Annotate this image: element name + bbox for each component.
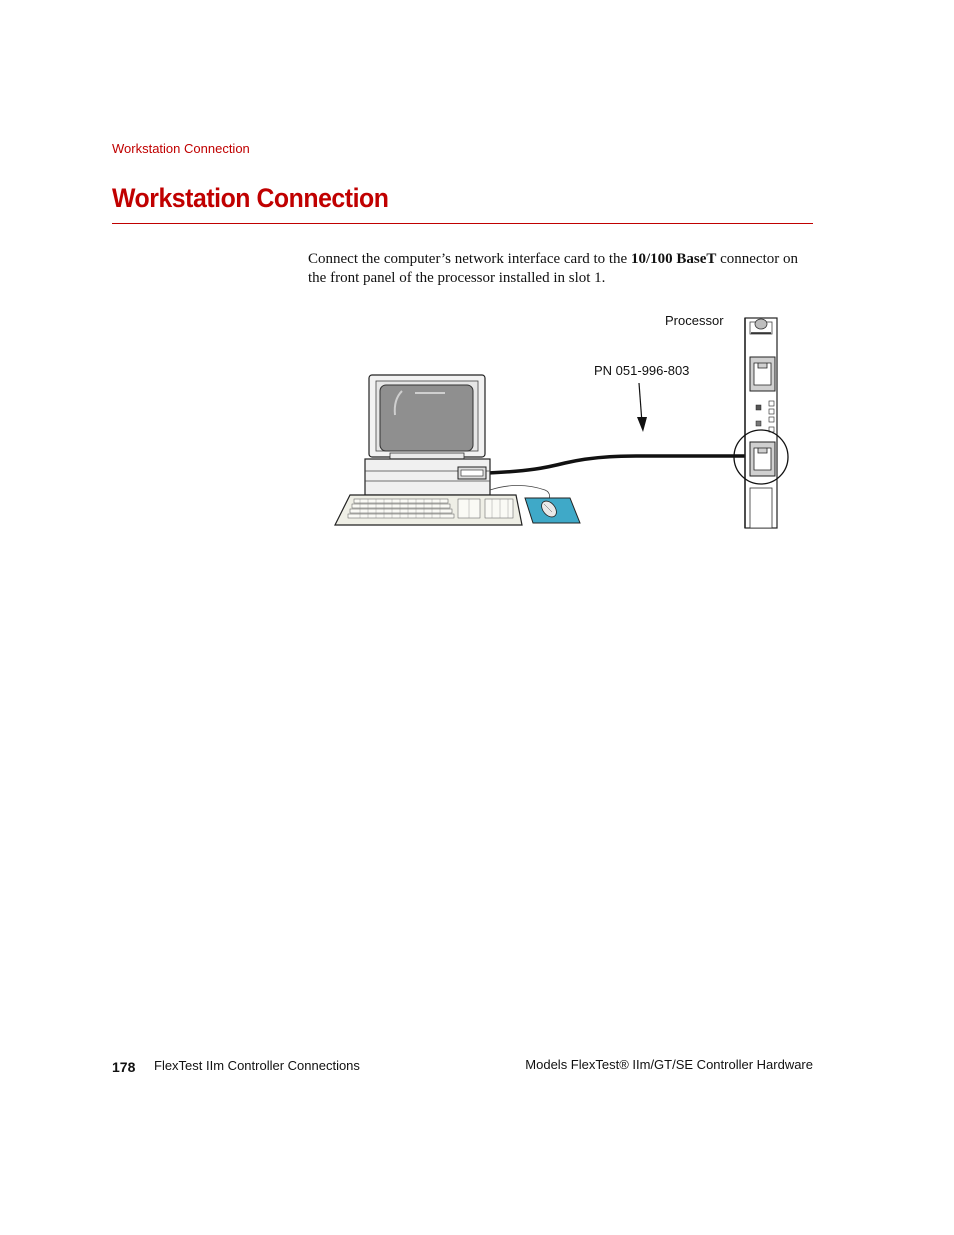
footer-chapter-title: FlexTest IIm Controller Connections (154, 1058, 360, 1073)
breadcrumb: Workstation Connection (112, 141, 250, 156)
title-divider (112, 223, 813, 224)
processor-label: Processor (665, 313, 724, 328)
connector-name: 10/100 BaseT (630, 251, 717, 267)
arrow-icon (637, 383, 647, 432)
system-unit (365, 459, 490, 495)
upper-rj45-port (750, 357, 775, 391)
page-title: Workstation Connection (112, 183, 389, 213)
paragraph-text-start: Connect the computer’s network interface card to the (308, 251, 631, 267)
body-paragraph (308, 250, 818, 288)
cable-part-number-label: PN 051-996-803 (594, 363, 690, 378)
processor-board (745, 318, 777, 528)
network-cable (488, 456, 745, 473)
connection-figure (330, 305, 800, 535)
connection-diagram (330, 305, 800, 535)
page-number: 178 (112, 1059, 136, 1075)
footer-book-title: Models FlexTest® IIm/GT/SE Controller Hardware (525, 1057, 813, 1072)
ethernet-port (750, 442, 775, 476)
paragraph-text-end: connector on the front panel of the processor installed in slot 1. (308, 251, 799, 286)
keyboard (335, 495, 522, 525)
computer-monitor (369, 375, 485, 459)
